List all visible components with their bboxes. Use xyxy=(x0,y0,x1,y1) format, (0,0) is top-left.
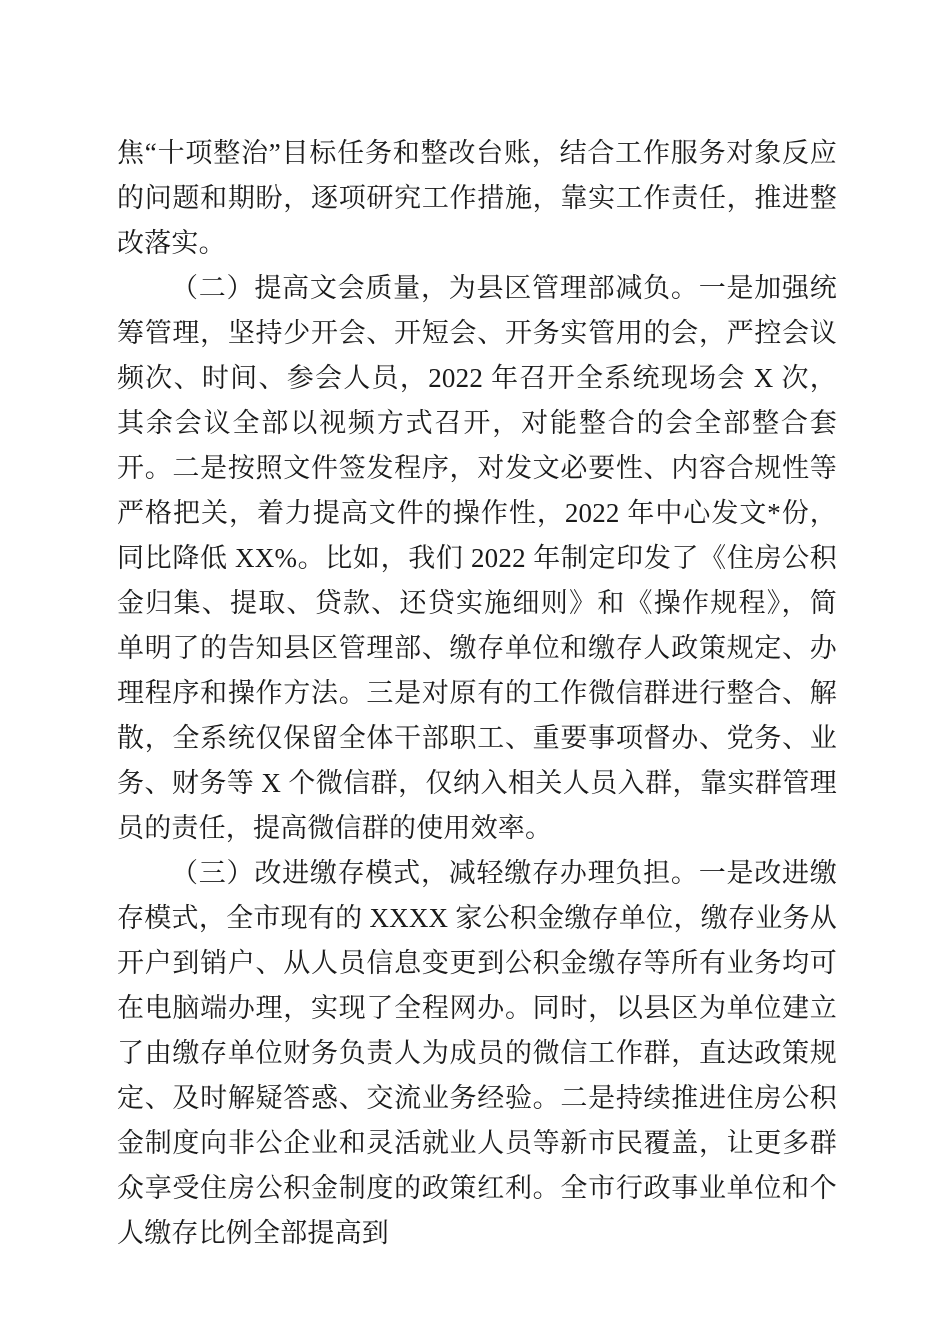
paragraph-section-3 xyxy=(117,851,837,1256)
section-heading-run: （二）提高文会质量，为县区管理部减负。 xyxy=(171,273,699,304)
body-text-run: 焦“十项整治”目标任务和整改台账，结合工作服务对象反应的问题和期盼，逐项研究工作措施，靠实工作责任，推进整改落实。 xyxy=(117,138,837,258)
paragraph-continuation xyxy=(117,131,837,266)
body-text-run: 一是加强统筹管理，坚持少开会、开短会、开务实管用的会，严控会议频次、时间、参会人员，2022 年召开全系统现场会 X 次，其余会议全部以视频方式召开，对能整合的会全部整合套开。二是按照文件签发程序，对发文必要性、内容合规性等严格把关，着力提高文件的操作性，2022 年中心发文*份，同比降低 XX%。比如，我们 2022 年制定印发了《住房公积金归集、提取、贷款、还贷实施细则》和《操作规程》，简单明了的告知县区管理部、缴存单位和缴存人政策规定、办理程序和操作方法。三是对原有的工作微信群进行整合、解散，全系统仅保留全体干部职工、重要事项督办、党务、业务、财务等 X 个微信群，仅纳入相关人员入群，靠实群管理员的责任，提高微信群的使用效率。 xyxy=(117,273,837,843)
body-text-run: 一是改进缴存模式，全市现有的 XXXX 家公积金缴存单位，缴存业务从开户到销户、从人员信息变更到公积金缴存等所有业务均可在电脑端办理，实现了全程网办。同时，以县区为单位建立了由缴存单位财务负责人为成员的微信工作群，直达政策规定、及时解疑答惑、交流业务经验。二是持续推进住房公积金制度向非公企业和灵活就业人员等新市民覆盖，让更多群众享受住房公积金制度的政策红利。全市行政事业单位和个人缴存比例全部提高到 xyxy=(117,858,837,1248)
paragraph-section-2 xyxy=(117,266,837,851)
section-heading-run: （三）改进缴存模式，减轻缴存办理负担。 xyxy=(171,858,699,889)
